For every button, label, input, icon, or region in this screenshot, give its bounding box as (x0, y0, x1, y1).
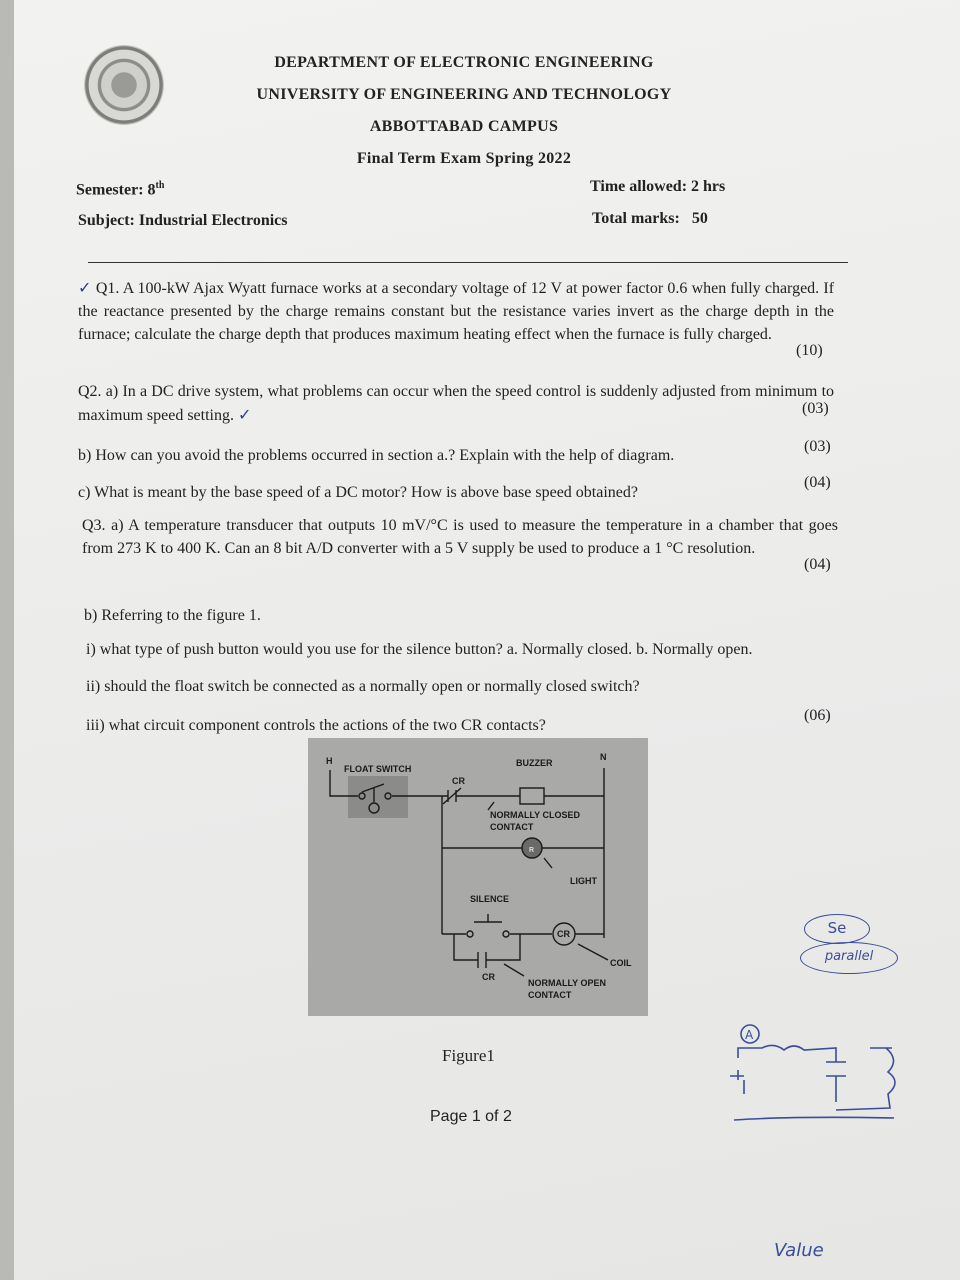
question-2c: c) What is meant by the base speed of a DC motor? How is above base speed obtained? (78, 484, 638, 501)
semester: Semester: 8th (76, 180, 165, 199)
question-3a: Q3. a) A temperature transducer that outputs 10 mV/°C is used to measure the temperature in a chamber that goes from 273 K to 400 K. Can an 8 bit A/D converter with a 5 V supply be used to produce a 1 °C resolution. (82, 517, 839, 557)
cr-top-label: CR (452, 776, 465, 786)
university-heading: UNIVERSITY OF ENGINEERING AND TECHNOLOGY (256, 86, 672, 103)
buzzer-label: BUZZER (516, 758, 553, 768)
question-3b-ii: ii) should the float switch be connected as a normally open or normally closed switch? (86, 678, 640, 695)
department-heading: DEPARTMENT OF ELECTRONIC ENGINEERING (274, 54, 654, 71)
handwritten-circuit-sketch (714, 1020, 914, 1130)
handwritten-series-note: Se (804, 914, 870, 944)
figure-caption: Figure1 (442, 1046, 495, 1065)
silence-contact-left (467, 931, 473, 937)
question-3b-i: i) what type of push button would you use for the silence button? a. Normally closed. b. Normally open. (86, 641, 753, 658)
r-label: R (529, 847, 535, 854)
exam-paper (14, 0, 960, 1280)
cr-coil-label: CR (557, 929, 570, 939)
question-2b-marks: (03) (804, 438, 831, 455)
question-2a-marks: (03) (802, 400, 829, 417)
cr-bottom-label: CR (482, 972, 495, 982)
light-label: LIGHT (570, 876, 597, 886)
h-label: H (326, 756, 333, 766)
handwritten-a-label: A (745, 1028, 754, 1042)
n-label: N (600, 752, 607, 762)
float-switch-label: FLOAT SWITCH (344, 764, 412, 774)
question-2b: b) How can you avoid the problems occurred in section a.? Explain with the help of diagram. (78, 447, 675, 464)
question-3a-marks: (04) (804, 556, 831, 573)
nc-contact-label-1: NORMALLY CLOSED (490, 810, 581, 820)
handwritten-value-note: Value (774, 1240, 824, 1261)
time-allowed: Time allowed: 2 hrs (590, 178, 726, 195)
question-2a: Q2. a) In a DC drive system, what problems can occur when the speed control is suddenly adjusted from minimum to maximum speed setting. ✓ (78, 383, 835, 424)
coil-label: COIL (610, 958, 632, 968)
check-mark-icon: ✓ (237, 405, 252, 424)
question-1-marks: (10) (796, 342, 823, 359)
header-divider (88, 262, 848, 263)
ladder-diagram-svg (308, 738, 648, 1016)
buzzer-symbol (520, 788, 544, 804)
campus-heading: ABBOTTABAD CAMPUS (369, 118, 559, 135)
handwritten-parallel-note: parallel (800, 942, 898, 974)
university-logo (84, 45, 164, 125)
nc-contact-label-2: CONTACT (490, 822, 534, 832)
no-contact-label-1: NORMALLY OPEN (528, 978, 607, 988)
no-contact-label-2: CONTACT (528, 990, 572, 1000)
exam-title: Final Term Exam Spring 2022 (356, 150, 572, 167)
question-3b-iii: iii) what circuit component controls the actions of the two CR contacts? (86, 717, 546, 734)
question-1: ✓ Q1. A 100-kW Ajax Wyatt furnace works at a secondary voltage of 12 V at power factor 0.6 when fully charged. If the reactance presented by the charge remains constant but the resistance varies invert as the charge depth in the furnace; calculate the charge depth that produces maximum heating effect when the furnace is fully charged. (78, 278, 835, 343)
question-3b-intro: b) Referring to the figure 1. (84, 607, 261, 624)
page-number: Page 1 of 2 (430, 1108, 512, 1125)
silence-label: SILENCE (470, 894, 510, 904)
check-mark-icon: ✓ (78, 278, 92, 297)
question-3b-marks: (06) (804, 707, 831, 724)
figure-1-ladder-diagram (308, 738, 648, 1016)
total-marks: Total marks: 50 (592, 210, 708, 227)
question-2c-marks: (04) (804, 474, 831, 491)
silence-contact-right (503, 931, 509, 937)
subject: Subject: Industrial Electronics (78, 212, 288, 229)
